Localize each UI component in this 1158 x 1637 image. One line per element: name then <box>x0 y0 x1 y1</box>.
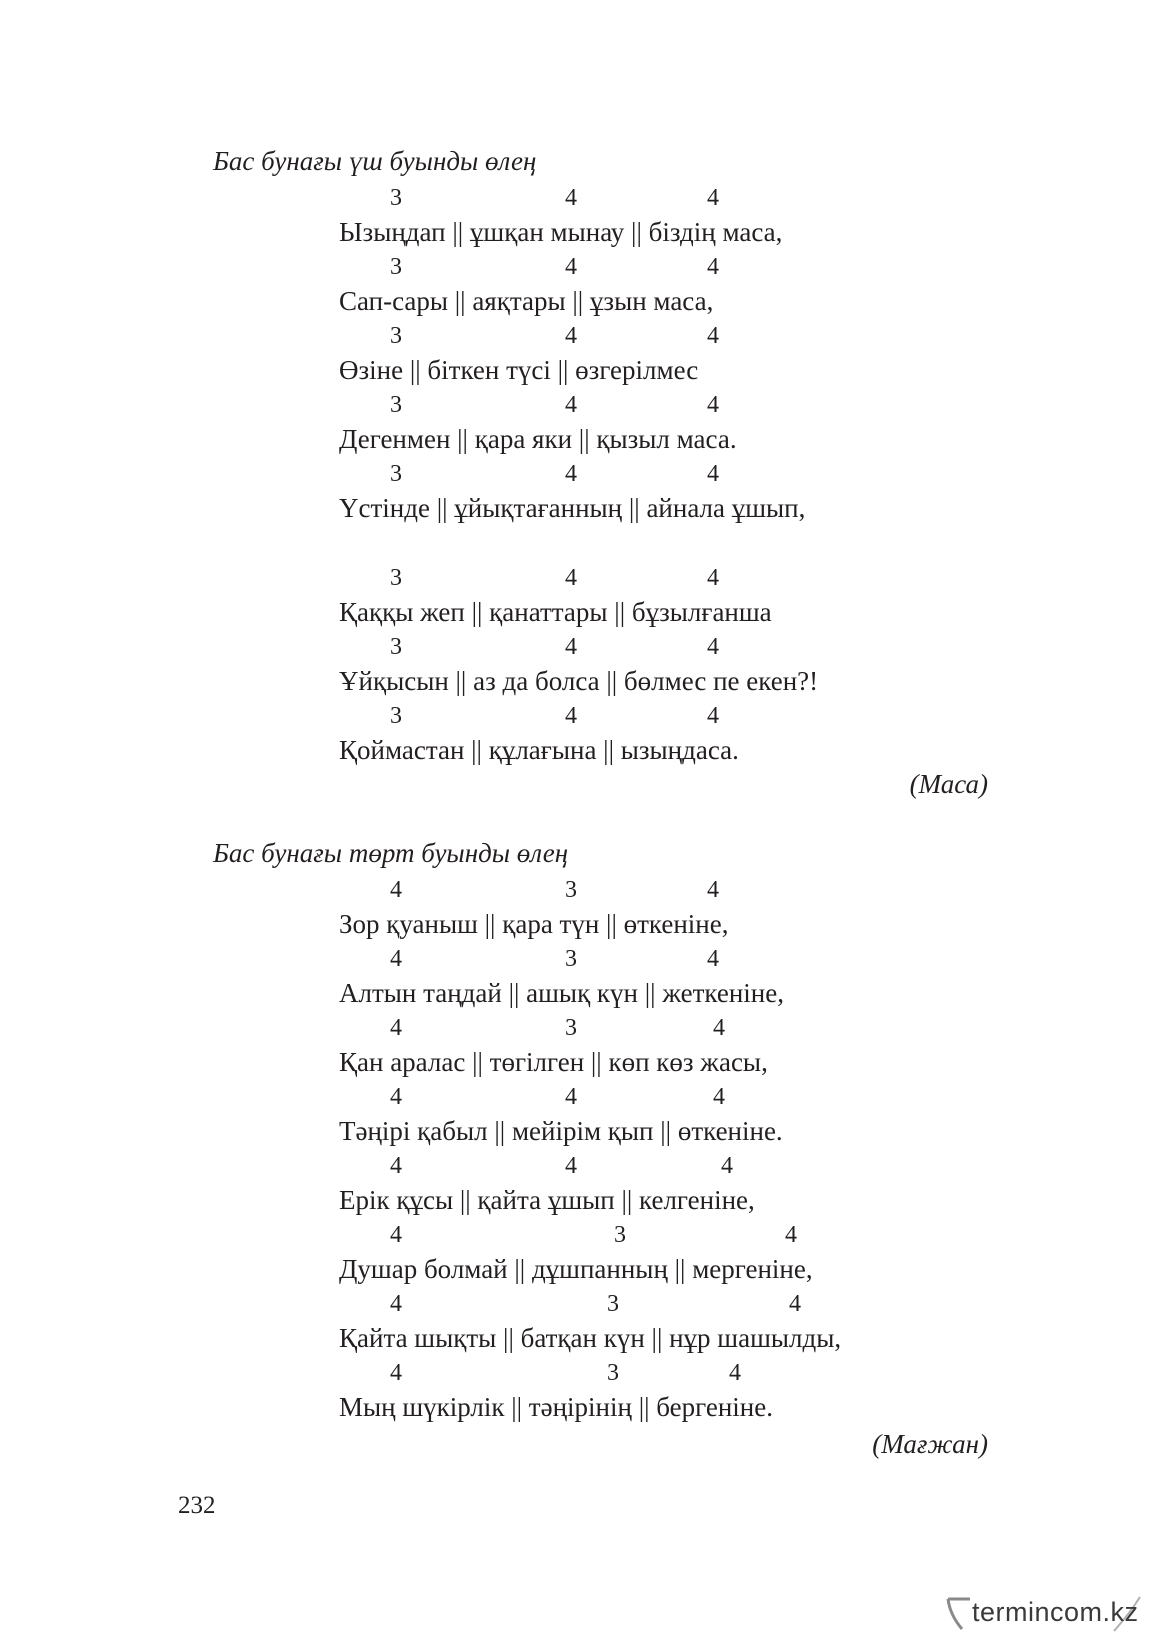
poem-line: Ерік құсы || қайта ұшып || келгеніне, <box>339 1185 755 1215</box>
section-2-source: (Мағжан) <box>872 1429 988 1459</box>
meter-mark: 4 <box>565 1153 577 1179</box>
meter-mark: 4 <box>390 877 402 903</box>
meter-mark: 4 <box>789 1291 801 1317</box>
meter-row <box>339 561 989 595</box>
meter-mark: 4 <box>390 1084 402 1110</box>
poem-line: Сап-сары || аяқтары || ұзын маса, <box>339 286 714 316</box>
meter-mark: 4 <box>390 1015 402 1041</box>
meter-mark: 4 <box>785 1222 797 1248</box>
meter-mark: 4 <box>565 703 577 729</box>
meter-mark: 3 <box>565 1015 577 1041</box>
poem-line: Өзіне || біткен түсі || өзгерілмес <box>339 355 699 385</box>
meter-mark: 4 <box>713 1015 725 1041</box>
meter-row <box>339 319 989 353</box>
meter-mark: 4 <box>707 185 719 211</box>
poem-line: Тәңірі қабыл || мейірім қып || өткеніне. <box>339 1116 783 1146</box>
meter-mark: 4 <box>707 877 719 903</box>
meter-row <box>339 457 989 491</box>
poem-line: Қан аралас || төгілген || көп көз жасы, <box>339 1047 768 1077</box>
poem-line: Үстінде || ұйықтағанның || айнала ұшып, <box>339 493 806 523</box>
meter-row <box>339 181 989 215</box>
section-2-stanza <box>339 873 989 1425</box>
watermark-logo <box>944 1593 1144 1633</box>
section-1-source: (Маса) <box>909 769 988 799</box>
meter-mark: 4 <box>707 461 719 487</box>
meter-mark: 4 <box>565 392 577 418</box>
poem-line: Қайта шықты || батқан күн || нұр шашылды, <box>339 1323 842 1353</box>
meter-mark: 4 <box>390 1360 402 1386</box>
meter-mark: 4 <box>721 1153 733 1179</box>
meter-mark: 3 <box>390 703 402 729</box>
meter-mark: 4 <box>707 565 719 591</box>
poem-line: Зор қуаныш || қара түн || өткеніне, <box>339 909 729 939</box>
poem-line: Ызыңдап || ұшқан мынау || біздің маса, <box>339 217 783 247</box>
poem-line: Дегенмен || қара яки || қызыл маса. <box>339 424 737 454</box>
meter-mark: 3 <box>390 185 402 211</box>
meter-row <box>339 388 989 422</box>
poem-line: Қоймастан || құлағына || ызыңдаса. <box>339 735 739 765</box>
meter-row <box>339 1356 989 1390</box>
poem-line: Мың шүкірлік || тәңірінің || бергеніне. <box>339 1392 773 1422</box>
meter-row <box>339 942 989 976</box>
meter-mark: 4 <box>729 1360 741 1386</box>
meter-mark: 4 <box>713 1084 725 1110</box>
meter-mark: 4 <box>390 1153 402 1179</box>
poem-line: Ұйқысын || аз да болса || бөлмес пе екен?! <box>339 666 819 696</box>
section-2-heading: Бас бунағы төрт буынды өлең <box>213 838 569 868</box>
section-1-stanza <box>339 181 989 768</box>
stanza-gap <box>339 526 989 561</box>
meter-mark: 4 <box>707 392 719 418</box>
meter-row <box>339 250 989 284</box>
poem-line: Душар болмай || дұшпанның || мергеніне, <box>339 1254 813 1284</box>
meter-mark: 4 <box>390 946 402 972</box>
meter-mark: 3 <box>565 946 577 972</box>
meter-row <box>339 1149 989 1183</box>
meter-mark: 3 <box>390 254 402 280</box>
watermark-text: termincom.kz <box>972 1597 1139 1627</box>
meter-mark: 3 <box>390 461 402 487</box>
page-number: 232 <box>178 1492 216 1519</box>
meter-row <box>339 1080 989 1114</box>
meter-row <box>339 1218 989 1252</box>
meter-mark: 4 <box>390 1291 402 1317</box>
meter-mark: 3 <box>565 877 577 903</box>
meter-mark: 4 <box>565 254 577 280</box>
meter-row <box>339 699 989 733</box>
meter-mark: 3 <box>390 634 402 660</box>
meter-row <box>339 873 989 907</box>
meter-mark: 4 <box>565 185 577 211</box>
meter-mark: 3 <box>607 1360 619 1386</box>
poem-line: Алтын таңдай || ашық күн || жеткеніне, <box>339 978 784 1008</box>
poem-line: Қаққы жеп || қанаттары || бұзылғанша <box>339 597 772 627</box>
meter-mark: 4 <box>565 565 577 591</box>
section-1-heading: Бас бунағы үш буынды өлең <box>213 146 537 176</box>
meter-mark: 3 <box>390 323 402 349</box>
meter-mark: 3 <box>614 1222 626 1248</box>
meter-row <box>339 1287 989 1321</box>
meter-mark: 4 <box>707 323 719 349</box>
meter-mark: 4 <box>565 461 577 487</box>
meter-row <box>339 1011 989 1045</box>
meter-row <box>339 630 989 664</box>
meter-mark: 3 <box>390 392 402 418</box>
meter-mark: 4 <box>707 946 719 972</box>
meter-mark: 4 <box>707 254 719 280</box>
meter-mark: 3 <box>390 565 402 591</box>
meter-mark: 4 <box>707 634 719 660</box>
meter-mark: 4 <box>707 703 719 729</box>
meter-mark: 4 <box>565 323 577 349</box>
meter-mark: 4 <box>565 634 577 660</box>
meter-mark: 3 <box>607 1291 619 1317</box>
meter-mark: 4 <box>565 1084 577 1110</box>
meter-mark: 4 <box>390 1222 402 1248</box>
